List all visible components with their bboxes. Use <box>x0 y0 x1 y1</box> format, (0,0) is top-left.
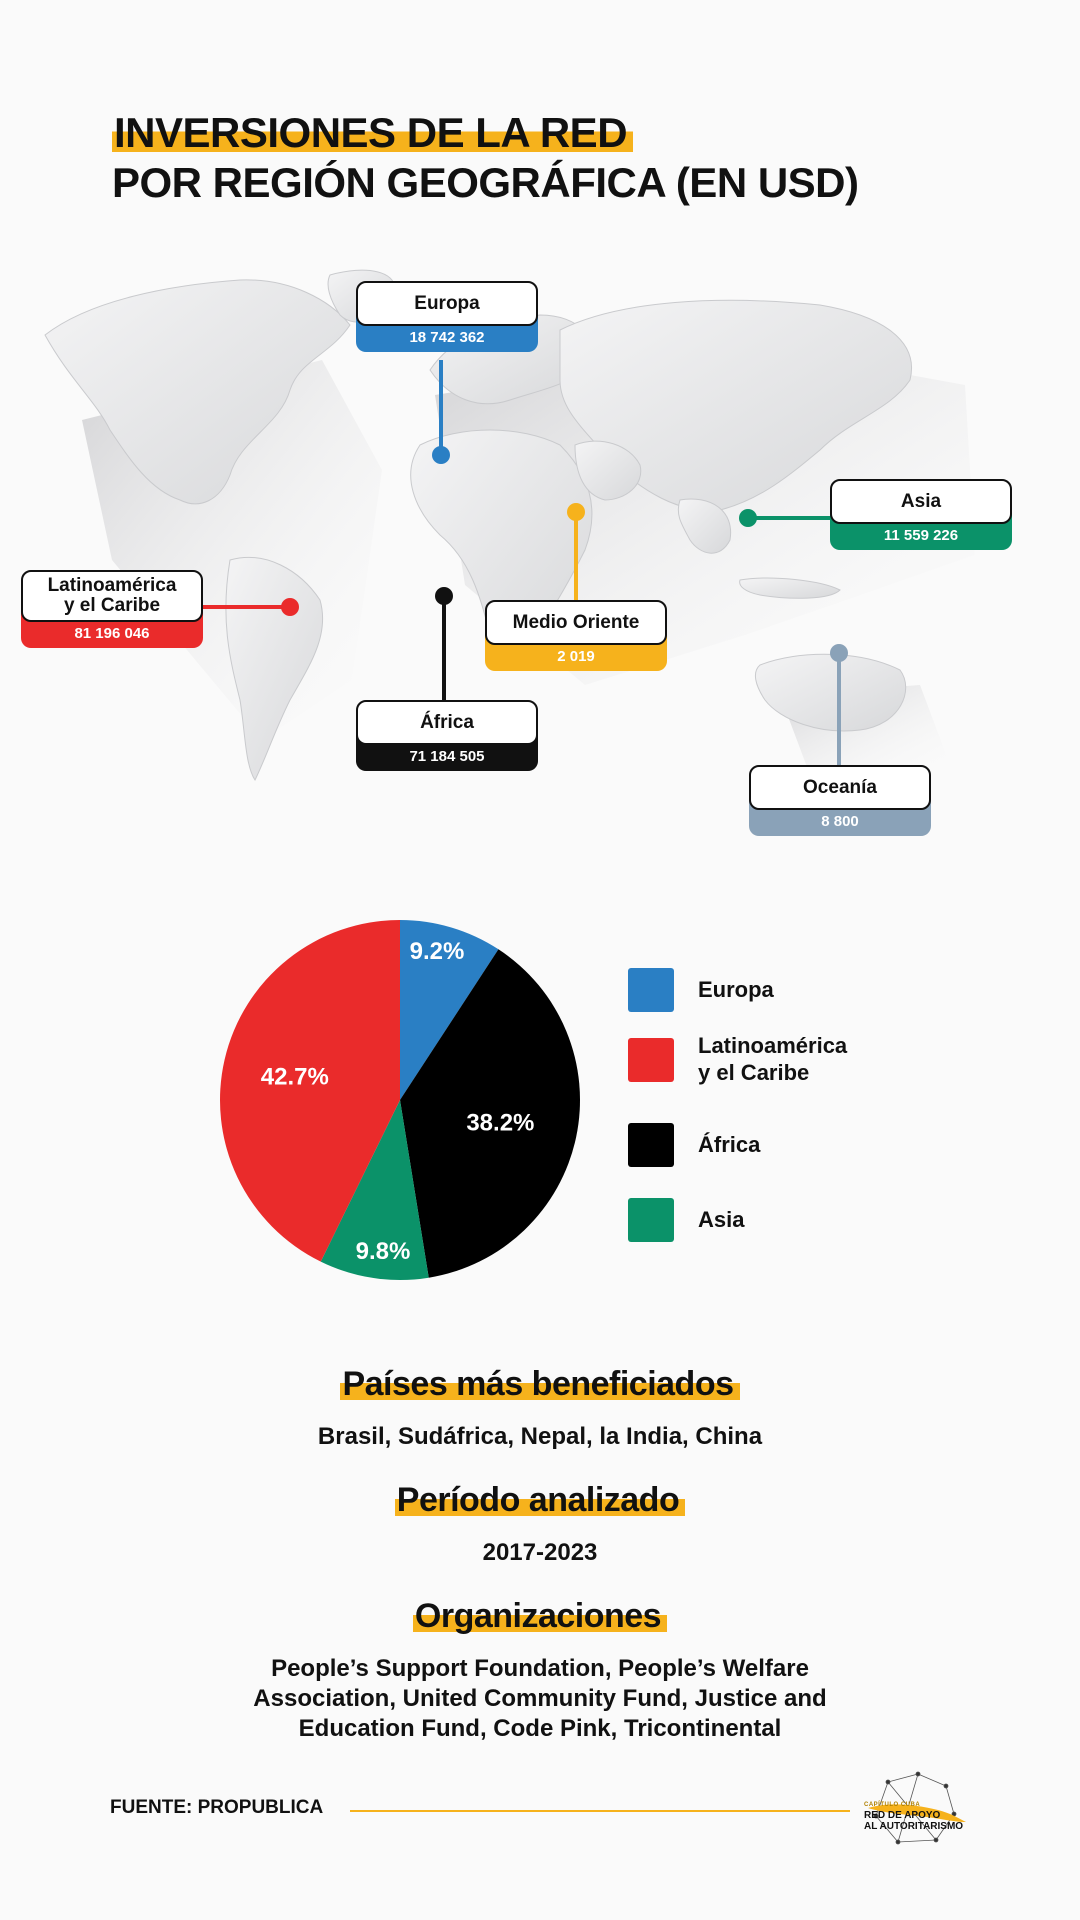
legend-label: Europa <box>698 977 774 1002</box>
section-paises <box>0 1362 1080 1452</box>
legend-swatch <box>628 968 674 1012</box>
connector-dot <box>435 587 453 605</box>
connector-dot <box>281 598 299 616</box>
map-label-name: Asia <box>830 479 1012 524</box>
pie-slices <box>220 920 580 1280</box>
page-title <box>112 108 858 208</box>
pie-data-label: 38.2% <box>466 1109 535 1137</box>
map-label-name: África <box>356 700 538 745</box>
map-label-value: 11 559 226 <box>830 512 1012 550</box>
legend-label: África <box>698 1132 761 1157</box>
section-title-organizaciones: Organizaciones <box>413 1597 667 1635</box>
map-label-name: Oceanía <box>749 765 931 810</box>
map-label-value: 8 800 <box>749 798 931 836</box>
map-label-name: Europa <box>356 281 538 326</box>
legend-label: Asia <box>698 1207 745 1232</box>
section-periodo <box>0 1478 1080 1568</box>
map-label-oceania <box>749 765 931 836</box>
logo-title: RED DE APOYO AL AUTORITARISMO <box>864 1810 964 1832</box>
map-label-value: 2 019 <box>485 633 667 671</box>
section-title-periodo: Período analizado <box>395 1481 685 1519</box>
map-label-name: Medio Oriente <box>485 600 667 645</box>
map-label-value: 81 196 046 <box>21 610 203 648</box>
map-label-asia <box>830 479 1012 550</box>
pie-data-label: 9.8% <box>355 1238 411 1265</box>
footer-divider <box>350 1810 850 1812</box>
organization-logo <box>858 1770 978 1850</box>
map-label-value: 18 742 362 <box>356 314 538 352</box>
pie-data-label: 42.7% <box>260 1063 329 1091</box>
section-organizaciones <box>0 1594 1080 1744</box>
map-label-name: Latinoamérica y el Caribe <box>21 570 203 622</box>
section-body-organizaciones: People’s Support Foundation, People’s Welfare Association, United Community Fund, Justice and Education Fund, Code Pink, Tricontinental <box>253 1655 827 1742</box>
source-text: FUENTE: PROPUBLICA <box>110 1797 324 1818</box>
connector-dot <box>567 503 585 521</box>
map-label-latinoamerica <box>21 570 203 648</box>
map-label-medio-oriente <box>485 600 667 671</box>
legend-swatch <box>628 1038 674 1082</box>
legend-label: Latinoamérica y el Caribe <box>698 1033 848 1085</box>
map-label-value: 71 184 505 <box>356 733 538 771</box>
section-body-paises: Brasil, Sudáfrica, Nepal, la India, China <box>317 1423 763 1450</box>
pie-data-label: 9.2% <box>409 938 465 965</box>
map-label-europa <box>356 281 538 352</box>
section-body-periodo: 2017-2023 <box>482 1539 598 1566</box>
connector-dot <box>432 446 450 464</box>
oceania <box>755 654 905 731</box>
map-label-africa <box>356 700 538 771</box>
legend-swatch <box>628 1198 674 1242</box>
legend-swatch <box>628 1123 674 1167</box>
title-line-1: INVERSIONES DE LA RED <box>112 109 633 156</box>
pie-chart <box>210 910 590 1290</box>
connector-dot <box>739 509 757 527</box>
title-line-2: POR REGIÓN GEOGRÁFICA (EN USD) <box>112 159 859 206</box>
logo-subtitle: CAPÍTULO CUBA <box>864 1802 921 1808</box>
section-title-paises: Países más beneficiados <box>340 1365 739 1403</box>
connector-dot <box>830 644 848 662</box>
